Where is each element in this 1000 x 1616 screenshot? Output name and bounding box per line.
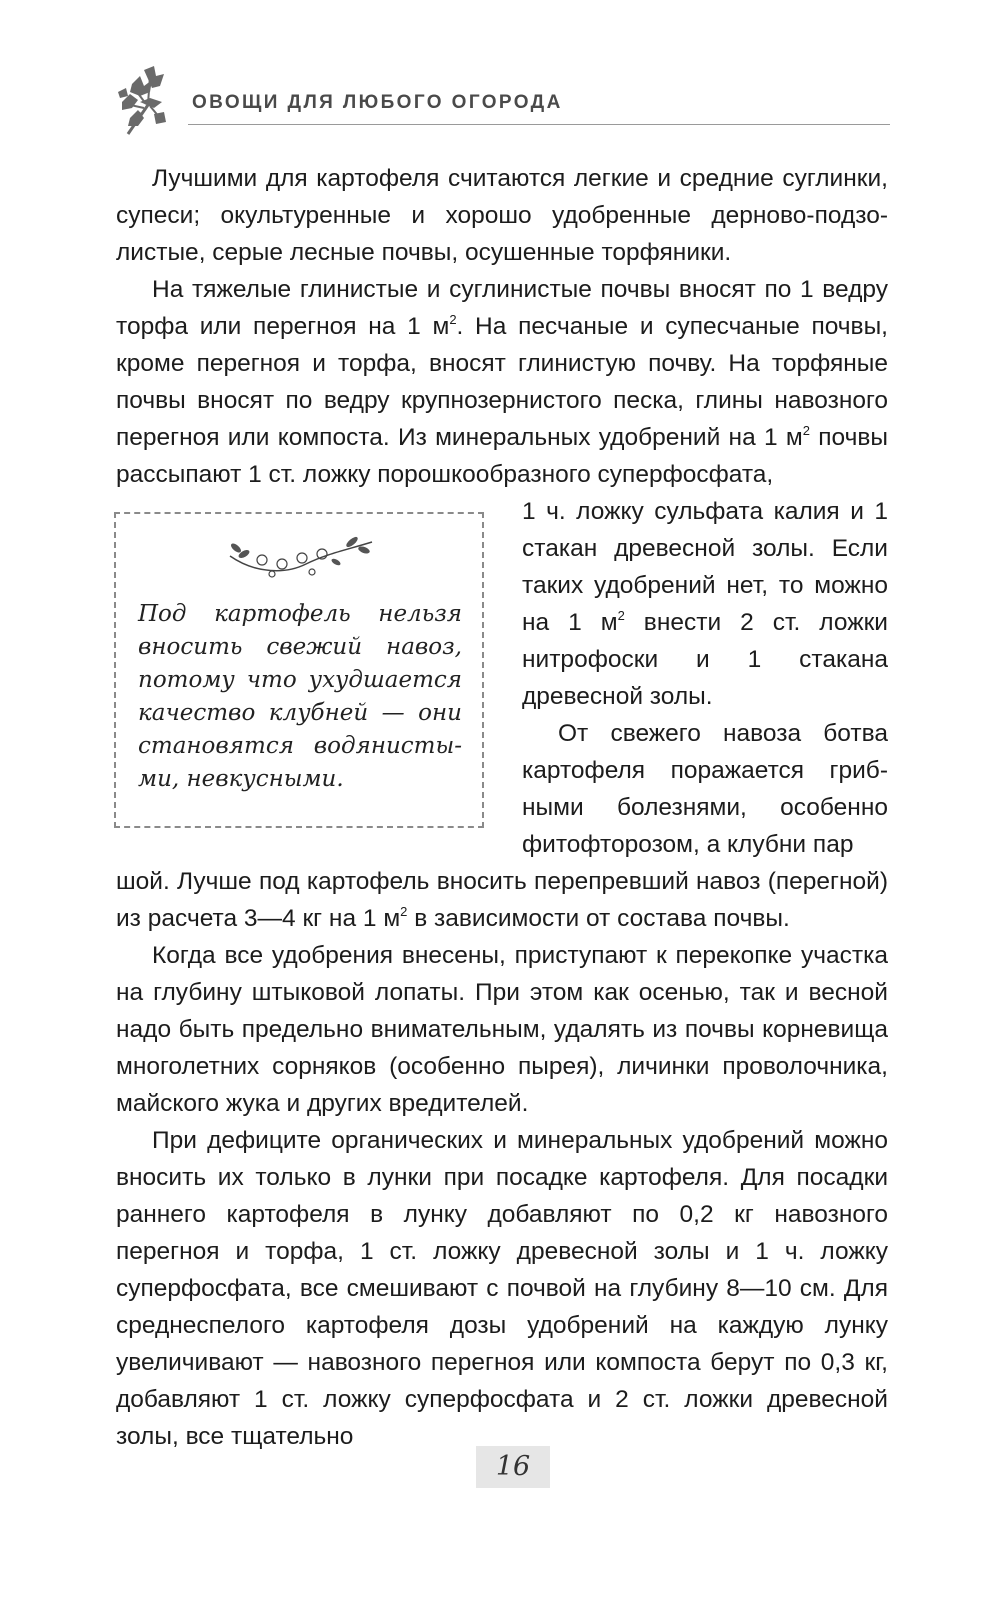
superscript-2: 2 — [802, 423, 810, 438]
paragraph-1 — [116, 160, 888, 271]
header-title: ОВОЩИ ДЛЯ ЛЮБОГО ОГОРОДА — [192, 92, 563, 113]
paragraph-2-wrap-part-2: внести 2 ст. ложки нитрофоски и 1 стакана древесной золы. — [522, 609, 888, 710]
paragraph-manure-start: От свежего навоза ботва картофеля поражается грибными болезнями, особенно фитофторозом, а клубни пар — [522, 720, 888, 858]
paragraph-2-wrap — [522, 493, 888, 863]
paragraph-4 — [116, 1122, 888, 1455]
page-number: 16 — [476, 1446, 550, 1488]
paragraph-2-wrap-part-1: 1 ч. ложку сульфата калия и 1 стакан древесной золы. Если таких удобрений нет, то можно на 1 м — [522, 498, 888, 636]
superscript-2: 2 — [617, 608, 625, 623]
callout-text: Под картофель нельзя вносить свежий навоз, потому что ухудшается качество клубней — они становятся водянистыми, невкусными. — [138, 601, 462, 792]
superscript-2: 2 — [449, 312, 457, 327]
floral-vine-icon — [226, 534, 376, 586]
paragraph-manure-part-2: шой. Лучше под картофель вносить перепревший навоз (перегной) из расчета 3—4 кг на 1 м — [116, 868, 888, 932]
paragraph-1-text: Лучшими для картофеля считаются легкие и средние суглинки, супеси; окультуренные и хорошо удобренные дерново-подзолистые, серые лесные почвы, осушенные торфяники. — [116, 165, 888, 266]
header-rule — [188, 124, 890, 125]
paragraph-2-part-3: почвы рассыпают 1 ст. ложку порошкообразного суперфосфата, — [116, 424, 888, 488]
paragraph-2-part-2: . На песчаные и супесчаные почвы, кроме перегноя и торфа, вносят глинистую почву. На торфяные почвы вносят по ведру крупнозернистого песка, глины навозного перегноя или компоста. Из минеральных удобрений на 1 м — [116, 313, 888, 451]
paragraph-2 — [116, 271, 888, 493]
paragraph-2-part-1: На тяжелые глинистые и суглинистые почвы вносят по 1 ведру торфа или перегноя на 1 м — [116, 276, 888, 340]
running-header — [110, 62, 890, 142]
superscript-2: 2 — [400, 904, 408, 919]
paragraph-3-text: Когда все удобрения внесены, приступают к перекопке участка на глубину штыковой лопаты. При этом как осенью, так и весной надо быть предельно внимательным, удалять из почвы корневища многолетних сорняков (особенно пырея), личинки проволочника, майского жука и других вредителей. — [116, 942, 888, 1117]
paragraph-4-text: При дефиците органических и минеральных удобрений можно вносить их только в лунки при посадке картофеля. Для посадки раннего картофеля в лунку добавляют по 0,2 кг навозного перегноя и торфа, 1 ст. ложку древесной золы и 1 ч. ложку суперфосфата, все смешивают с почвой на глубину 8—10 см. Для среднеспелого картофеля дозы удобрений на каждую лунку увеличивают — навозного перегноя или компоста берут по 0,3 кг, добавляют 1 ст. ложку суперфосфата и 2 ст. ложки древесной золы, все тщательно — [116, 1127, 888, 1450]
paragraph-manure-end — [116, 863, 888, 937]
callout-box — [114, 512, 484, 828]
parsley-leaf-icon — [110, 62, 190, 142]
paragraph-3 — [116, 937, 888, 1122]
paragraph-manure-part-3: в зависимости от состава почвы. — [407, 905, 790, 932]
